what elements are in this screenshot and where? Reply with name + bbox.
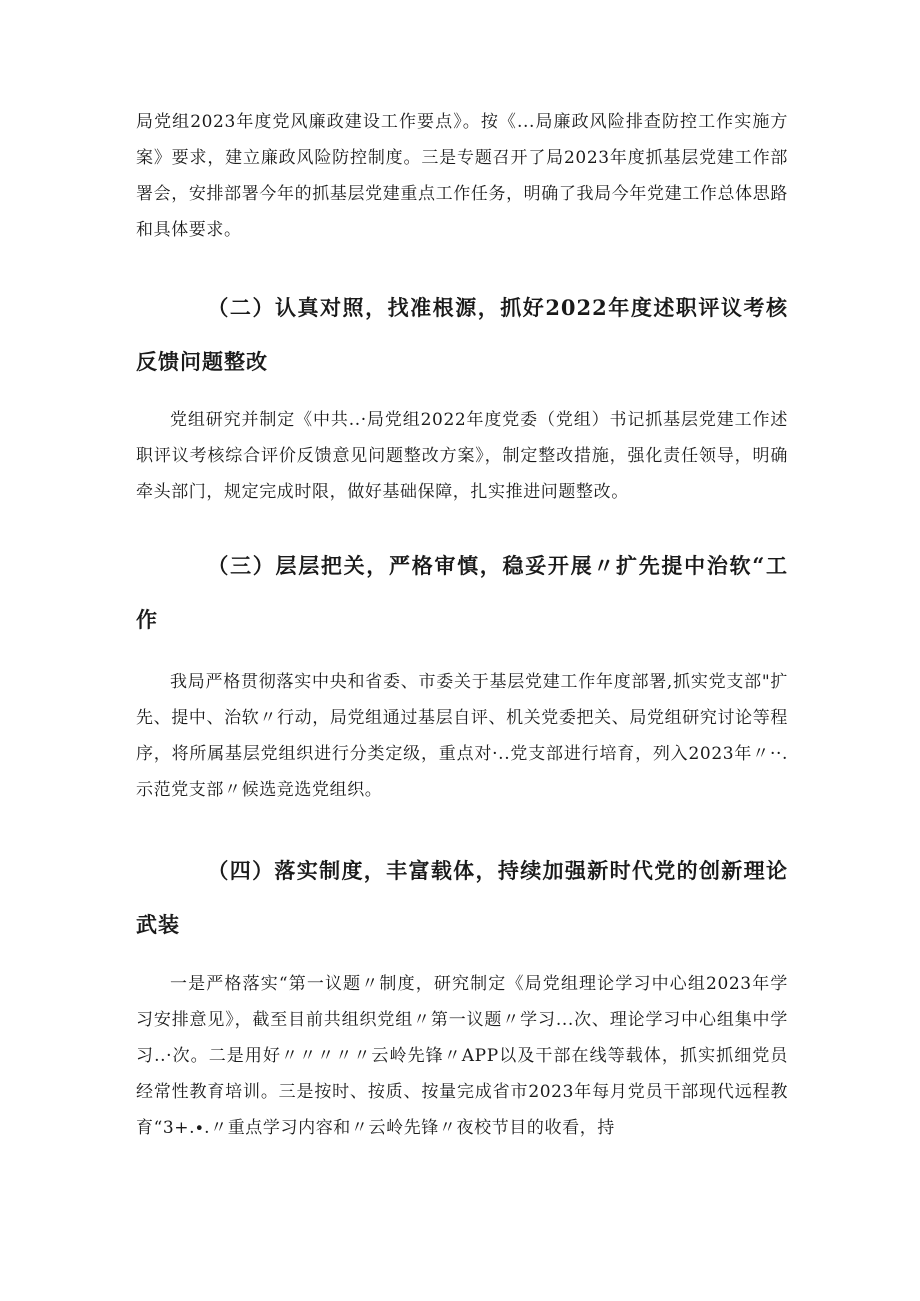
paragraph-party-work-points: 局党组2023年度党风廉政建设工作要点》。按《...局廉政风险排查防控工作实施方案》要求，建立廉政风险防控制度。三是专题召开了局2023年度抓基层党建工作部署会，安排部署今年的抓基层党建重点工作任务，明确了我局今年党建工作总体思路和具体要求。 [136,112,788,240]
heading-section-3: （三）层层把关，严格审慎，稳妥开展〃扩先提中治软“工作 [136,553,788,632]
heading-section-4: （四）落实制度，丰富载体，持续加强新时代党的创新理论武装 [136,858,788,937]
heading-section-2: （二）认真对照，找准根源，抓好2022年度述职评议考核反馈问题整改 [136,295,788,374]
paragraph-theory-study: 一是严格落实“第一议题〃制度，研究制定《局党组理论学习中心组2023年学习安排意见》，截至目前共组织党组〃第一议题〃学习...次、理论学习中心组集中学习..·次。二是用好〃〃〃〃〃云岭先锋〃APP以及干部在线等载体，抓实抓细党员经常性教育培训。三是按时、按质、按量完成省市2023年每月党员干部现代远程教育“3+.∙.〃重点学习内容和〃云岭先锋〃夜校节目的收看，持 [136,974,788,1138]
paragraph-rectification-plan: 党组研究并制定《中共..·局党组2022年度党委（党组）书记抓基层党建工作述职评议考核综合评价反馈意见问题整改方案》，制定整改措施，强化责任领导，明确牵头部门，规定完成时限，做好基础保障，扎实推进问题整改。 [136,410,788,502]
paragraph-branch-classification: 我局严格贯彻落实中央和省委、市委关于基层党建工作年度部署,抓实党支部"扩先、提中、治软〃行动，局党组通过基层自评、机关党委把关、局党组研究讨论等程序，将所属基层党组织进行分类定级，重点对·..党支部进行培育，列入2023年〃··.示范党支部〃候选竞选党组织。 [136,672,788,800]
